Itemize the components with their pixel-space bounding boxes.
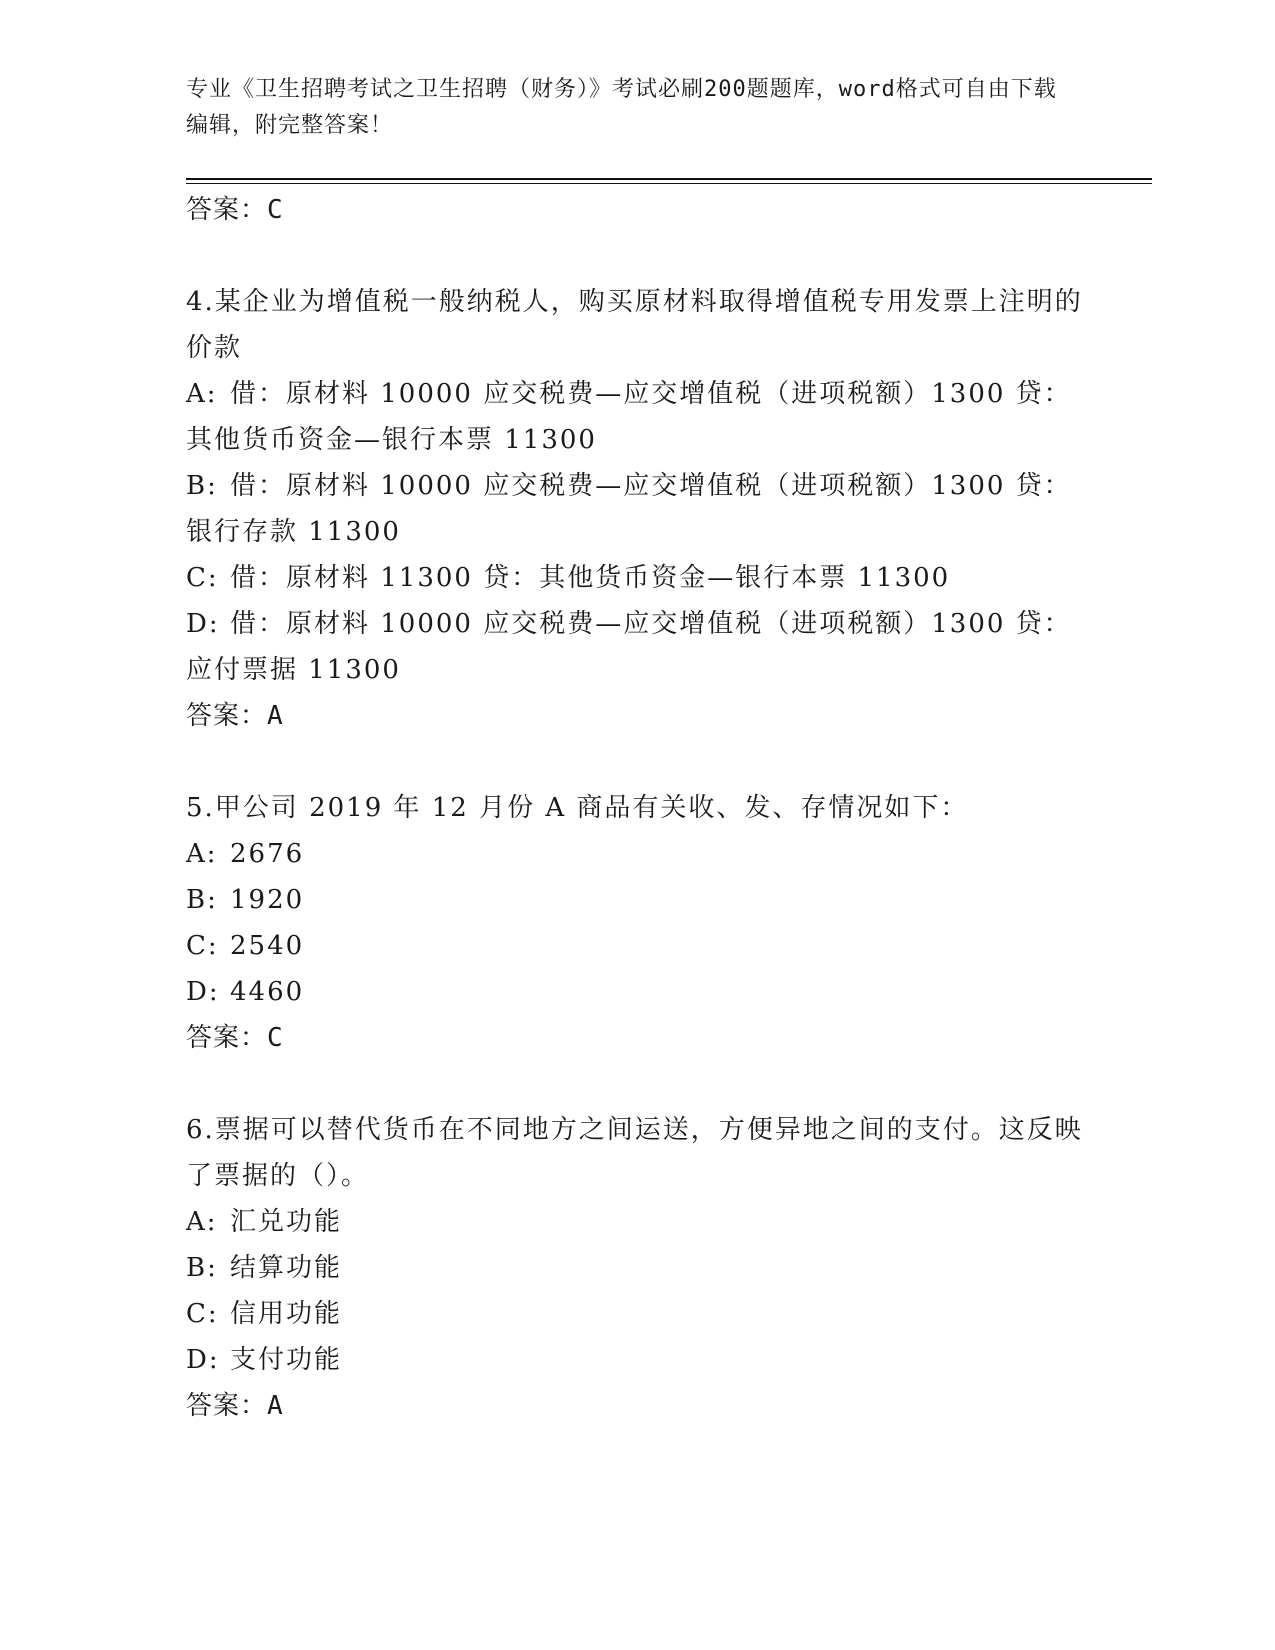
header-divider-thin — [186, 183, 1152, 184]
option-key: D: — [186, 1345, 220, 1375]
option-key: B: — [186, 471, 218, 501]
option-text: 汇兑功能 — [230, 1207, 343, 1237]
option-key: B: — [186, 1253, 218, 1283]
option-b — [186, 1245, 1086, 1291]
option-key: C: — [186, 1299, 219, 1329]
option-text: 借：原材料 10000 应交税费—应交增值税（进项税额）1300 贷：应付票据 11300 — [186, 609, 1072, 685]
option-d — [186, 601, 1086, 693]
option-c — [186, 1291, 1086, 1337]
answer-line: 答案：A — [186, 1391, 284, 1421]
block-spacer — [186, 1061, 1086, 1107]
option-text: 借：原材料 11300 贷：其他货币资金—银行本票 11300 — [230, 563, 951, 593]
option-key: B: — [186, 885, 218, 915]
block-spacer — [186, 739, 1086, 785]
option-key: D: — [186, 977, 220, 1007]
question-list — [186, 187, 1086, 1429]
option-text: 结算功能 — [230, 1253, 343, 1283]
option-a — [186, 371, 1086, 463]
option-text: 借：原材料 10000 应交税费—应交增值税（进项税额）1300 贷：银行存款 11300 — [186, 471, 1072, 547]
option-key: C: — [186, 563, 219, 593]
answer-line: 答案：A — [186, 701, 284, 731]
question-text: 4.某企业为增值税一般纳税人，购买原材料取得增值税专用发票上注明的价款 — [186, 287, 1083, 363]
question-text: 5.甲公司 2019 年 12 月份 A 商品有关收、发、存情况如下： — [186, 793, 969, 823]
option-d — [186, 1337, 1086, 1383]
block-spacer — [186, 233, 1086, 279]
question-text: 6.票据可以替代货币在不同地方之间运送，方便异地之间的支付。这反映了票据的（）。 — [186, 1115, 1083, 1191]
option-b — [186, 877, 1086, 923]
option-a — [186, 831, 1086, 877]
page-header: 专业《卫生招聘考试之卫生招聘（财务）》考试必刷200题题库，word格式可自由下载编辑，附完整答案！ — [186, 77, 1057, 138]
option-c — [186, 555, 1086, 601]
option-text: 2676 — [230, 839, 305, 869]
option-key: A: — [186, 1207, 218, 1237]
answer-line: 答案：C — [186, 1023, 284, 1053]
option-key: A: — [186, 839, 218, 869]
option-c — [186, 923, 1086, 969]
option-b — [186, 463, 1086, 555]
option-a — [186, 1199, 1086, 1245]
option-text: 4460 — [230, 977, 305, 1007]
option-key: A: — [186, 379, 218, 409]
option-text: 2540 — [230, 931, 305, 961]
option-key: D: — [186, 609, 220, 639]
answer-line: 答案：C — [186, 195, 284, 225]
header-divider-thick — [186, 178, 1152, 180]
option-text: 1920 — [230, 885, 305, 915]
option-d — [186, 969, 1086, 1015]
option-text: 借：原材料 10000 应交税费—应交增值税（进项税额）1300 贷：其他货币资金—银行本票 11300 — [186, 379, 1072, 455]
option-key: C: — [186, 931, 219, 961]
option-text: 信用功能 — [230, 1299, 343, 1329]
option-text: 支付功能 — [230, 1345, 343, 1375]
